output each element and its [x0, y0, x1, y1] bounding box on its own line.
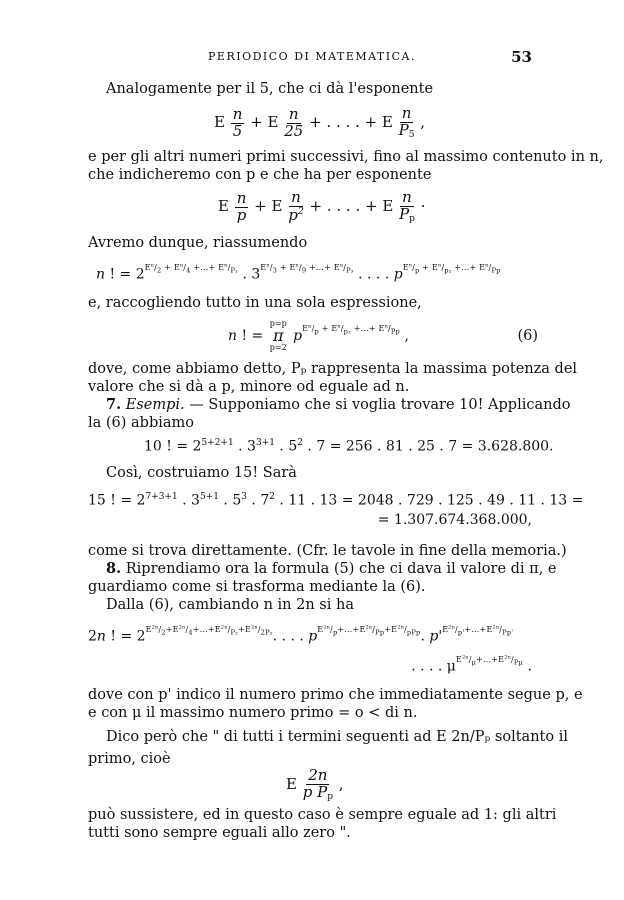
- text-line: e con μ il massimo numero primo = o < di n.: [88, 705, 418, 721]
- equation-2: E $\frac{n}{p}$ + E $\frac{n}{p^2}$ + . . . . + E $\frac{n}{P_p}$ ·: [218, 188, 426, 225]
- equation-8: E $\frac{2n}{p P_p}$ ,: [286, 766, 344, 802]
- text-line: può sussistere, ed in questo caso è sempre eguale ad 1: gli altri: [88, 807, 557, 823]
- equation-1: E $\frac{n}{5}$ + E $\frac{n}{25}$ + . . . . + E $\frac{n}{P_5}$ ,: [214, 104, 425, 140]
- text-line: primo, cioè: [88, 751, 171, 767]
- equation-4: n ! = p=p π p=2 $p^{E^n/_p + E^n/_{p_2} +...+ E^n/_{Pp}}$ ,: [228, 319, 409, 352]
- section-text: — Supponiamo che si voglia trovare 10! Applicando: [189, 397, 571, 413]
- text-line: come si trova direttamente. (Cfr. le tavole in fine della memoria.): [88, 543, 567, 559]
- text-line: la (6) abbiamo: [88, 415, 195, 431]
- section-title: Esempi.: [125, 397, 185, 413]
- text-line: guardiamo come si trasforma mediante la (6).: [88, 579, 426, 595]
- equation-6b: = 1.307.674.368.000,: [377, 512, 532, 528]
- section-7-line: [88, 396, 571, 414]
- text-line: Così, costruiamo 15! Sarà: [106, 465, 297, 481]
- text-line: dove, come abbiamo detto, Pₚ rappresenta la massima potenza del: [88, 361, 578, 377]
- equation-3: n ! = $2^{E^n/_2 + E^n/_4 +...+ E^n/_{P_2}}$ . $3^{E^n/_3 + E^n/_9 +...+ E^n/_{P_3}}$ . . . . $p^{E^n/_p + E^n/_{p_2} +...+ E^n/_{Pp}}$: [96, 262, 501, 283]
- equation-7a: 2n ! = $2^{E^{2n}/_2+E^{2n}/_4+...+E^{2n}/_{P_2}+E^{2n}/_{2P_2}}$. . . . $p^{E^{2n}/_p+...+E^{2n}/_{Pp}+E^{2n}/_{pPp}}$. $p'^{E^{2n}/_{p'}+...+E^{2n}/_{Pp'}}$: [88, 624, 514, 645]
- equation-7b: . . . . $\mu^{E^{2n}/_\mu+...+E^{2n}/_{P\mu}}$ .: [411, 654, 532, 675]
- text-line: Dico però che " di tutti i termini seguenti ad E 2n/Pₚ soltanto il: [106, 729, 568, 745]
- product-operator: p=p π p=2: [269, 319, 287, 352]
- text-line: dove con p' indico il numero primo che immediatamente segue p, e: [88, 687, 583, 703]
- section-number: 7.: [106, 396, 122, 413]
- equation-number: (6): [517, 328, 538, 344]
- text-line: Avremo dunque, riassumendo: [88, 235, 308, 251]
- page-number: 53: [511, 48, 532, 66]
- text-line: Analogamente per il 5, che ci dà l'esponente: [106, 81, 434, 97]
- equation-6a: 15 ! = $2^{7+3+1}$ . $3^{5+1}$ . $5^3$ . $7^2$ . 11 . 13 = 2048 . 729 . 125 . 49 . 11 . 13 =: [88, 492, 584, 509]
- text-line: valore che si dà a p, minore od eguale ad n.: [88, 379, 410, 395]
- section-number: 8.: [106, 560, 122, 577]
- equation-5: 10 ! = $2^{5+2+1}$ . $3^{3+1}$ . $5^2$ . 7 = 256 . 81 . 25 . 7 = 3.628.800.: [144, 438, 554, 455]
- text-line: e, raccogliendo tutto in una sola espressione,: [88, 295, 422, 311]
- text-line: e per gli altri numeri primi successivi, fino al massimo contenuto in n,: [88, 149, 604, 165]
- text-line: Dalla (6), cambiando n in 2n si ha: [106, 597, 354, 613]
- text-line: tutti sono sempre eguali allo zero ".: [88, 825, 351, 841]
- section-text: Riprendiamo ora la formula (5) che ci dava il valore di π, e: [125, 561, 557, 577]
- section-8-line: [88, 560, 556, 578]
- text-line: che indicheremo con p e che ha per esponente: [88, 167, 432, 183]
- running-head: PERIODICO DI MATEMATICA.: [208, 50, 416, 63]
- page-header: [0, 48, 624, 68]
